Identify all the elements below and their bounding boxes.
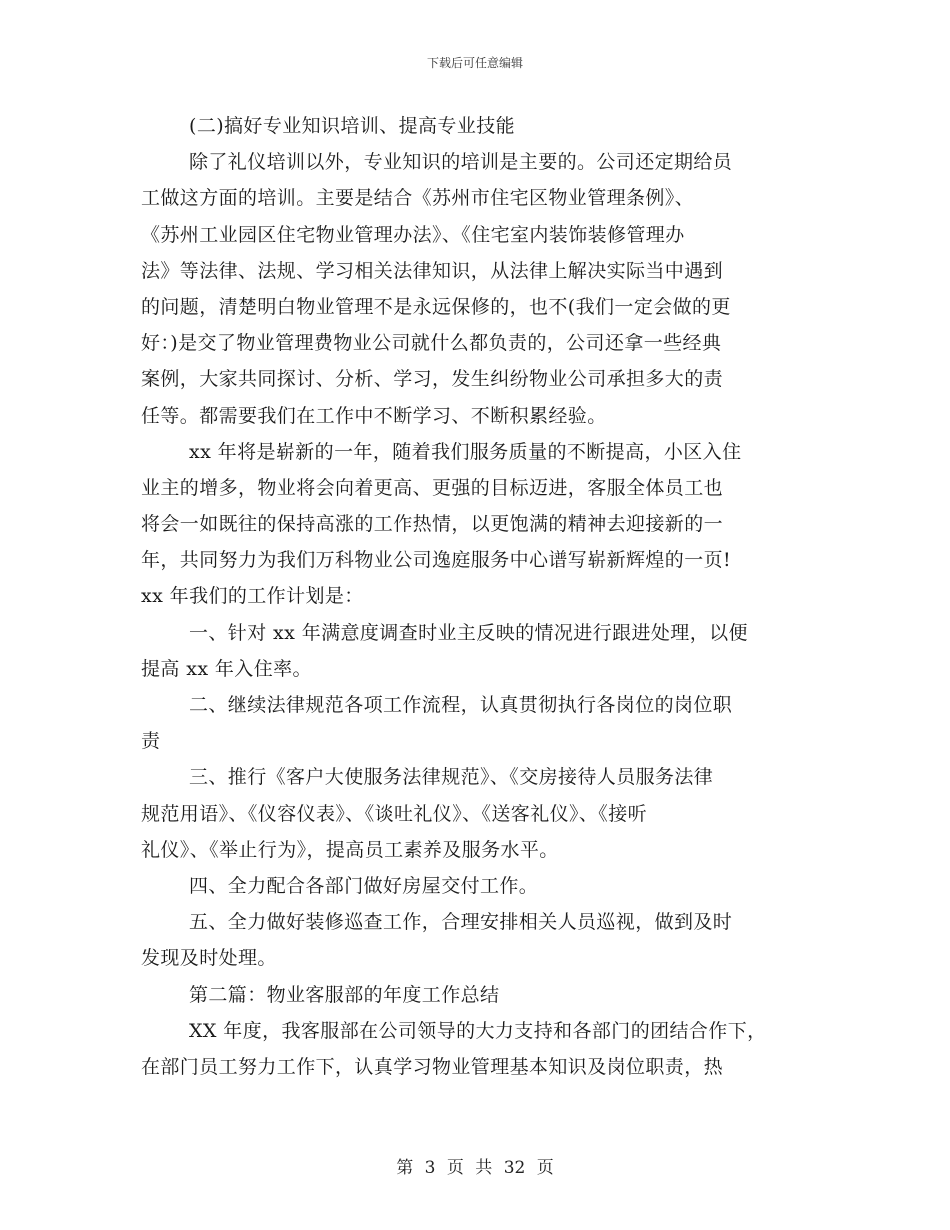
text-line: 提高 xx 年入住率。: [141, 657, 312, 680]
text-line: 第二篇：物业客服部的年度工作总结: [189, 983, 500, 1006]
text-line: 一、针对 xx 年满意度调查时业主反映的情况进行跟进处理，以便: [189, 621, 748, 644]
text-line: 五、全力做好装修巡查工作，合理安排相关人员巡视，做到及时: [189, 911, 733, 934]
text-line: 年，共同努力为我们万科物业公司逸庭服务中心谱写崭新辉煌的一页!: [141, 549, 732, 572]
text-line: 二、继续法律规范各项工作流程，认真贯彻执行各岗位的岗位职: [189, 694, 733, 716]
document-body: [141, 108, 811, 1085]
page-footer: 第 3 页 共 32 页: [396, 1158, 554, 1178]
text-line: (二)搞好专业知识培训、提高专业技能: [189, 115, 516, 137]
text-line: 礼仪》、《举止行为》，提高员工素养及服务水平。: [141, 838, 559, 861]
text-line: 将会一如既往的保持高涨的工作热情，以更饱满的精神去迎接新的一: [141, 513, 724, 536]
text-line: 任等。都需要我们在工作中不断学习、不断积累经验。: [141, 404, 607, 427]
text-line: 除了礼仪培训以外，专业知识的培训是主要的。公司还定期给员: [189, 151, 733, 174]
text-line: 好：)是交了物业管理费物业公司就什么都负责的，公司还拿一些经典: [141, 332, 722, 355]
text-line: 案例，大家共同探讨、分析、学习，发生纠纷物业公司承担多大的责: [141, 368, 724, 391]
page-header: 下载后可任意编辑: [426, 56, 523, 70]
text-line: xx 年我们的工作计划是：: [141, 585, 364, 608]
text-line: XX 年度，我客服部在公司领导的大力支持和各部门的团结合作下，: [189, 1019, 767, 1042]
text-line: 业主的增多，物业将会向着更高、更强的目标迈进，客服全体员工也: [141, 476, 724, 499]
text-line: 规范用语》、《仪容仪表》、《谈吐礼仪》、《送客礼仪》、《接听: [141, 802, 648, 825]
text-line: 三、推行《客户大使服务法律规范》、《交房接待人员服务法律: [189, 766, 714, 789]
text-line: 在部门员工努力工作下，认真学习物业管理基本知识及岗位职责，热: [141, 1055, 724, 1078]
text-line: 发现及时处理。: [141, 947, 277, 970]
text-line: 的问题，清楚明白物业管理不是永远保修的，也不(我们一定会做的更: [141, 295, 731, 318]
text-line: 法》等法律、法规、学习相关法律知识，从法律上解决实际当中遇到: [141, 259, 724, 282]
text-line: 工做这方面的培训。主要是结合《苏州市住宅区物业管理条例》、: [141, 187, 695, 210]
text-line: xx 年将是崭新的一年，随着我们服务质量的不断提高，小区入住: [189, 440, 742, 463]
text-line: 四、全力配合各部门做好房屋交付工作。: [189, 874, 539, 897]
text-line: 责: [141, 730, 161, 753]
text-line: 《苏州工业园区住宅物业管理办法》、《住宅室内装饰装修管理办: [141, 223, 685, 246]
